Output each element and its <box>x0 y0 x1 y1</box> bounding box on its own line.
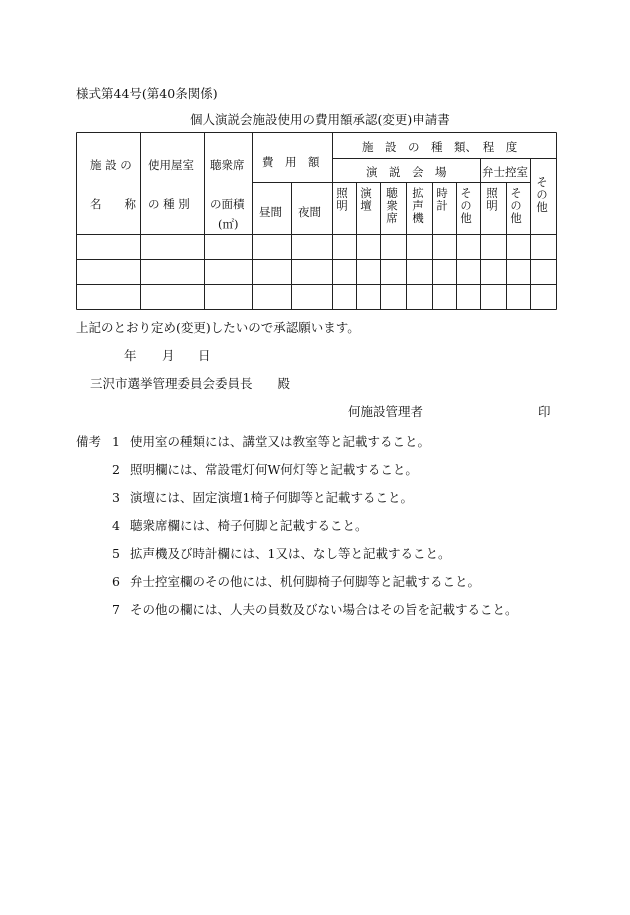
addressee: 三沢市選挙管理委員会委員長 殿 <box>90 376 291 391</box>
header-lawyer-lighting: 照明 <box>485 187 499 212</box>
note-text: その他の欄には、人夫の員数及びない場合はその旨を記載すること。 <box>130 602 518 617</box>
header-venue-loudspeaker: 拡声機 <box>411 187 425 225</box>
header-venue-other: その他 <box>459 187 473 225</box>
header-cost-night: 夜間 <box>298 205 321 219</box>
note-number: 1 <box>112 434 120 449</box>
note-number: 6 <box>112 574 120 589</box>
date-day: 日 <box>198 348 211 363</box>
note-item <box>112 516 368 534</box>
header-facility-name-line2: 名 称 <box>90 197 136 211</box>
note-text: 弁士控室欄のその他には、机何脚椅子何脚等と記載すること。 <box>130 574 481 589</box>
declaration-text: 上記のとおり定め(変更)したいので承認願います。 <box>76 320 360 335</box>
note-number: 4 <box>112 518 120 533</box>
note-item <box>112 600 518 618</box>
header-venue-podium: 演壇 <box>359 187 373 212</box>
header-seat-area-unit: (㎡) <box>218 217 239 231</box>
date-year: 年 <box>124 348 137 363</box>
header-other-main: その他 <box>535 176 549 214</box>
header-seat-area-line2: の面積 <box>210 197 245 211</box>
header-lawyer-room: 弁士控室 <box>482 165 528 179</box>
note-text: 聴衆席欄には、椅子何脚と記載すること。 <box>130 518 368 533</box>
date-month: 月 <box>162 348 175 363</box>
note-number: 2 <box>112 462 120 477</box>
note-number: 7 <box>112 602 120 617</box>
header-room-type-line1: 使用屋室 <box>148 158 194 172</box>
form-number: 様式第44号(第40条関係) <box>76 86 218 101</box>
note-item <box>112 488 413 506</box>
header-lawyer-other: その他 <box>509 187 523 225</box>
header-venue-seats: 聴衆席 <box>385 187 399 225</box>
note-text: 拡声機及び時計欄には、1又は、なし等と記載すること。 <box>130 546 451 561</box>
note-item <box>112 572 480 590</box>
header-cost: 費 用 額 <box>262 155 320 169</box>
header-seat-area-line1: 聴衆席 <box>210 158 245 172</box>
seal-mark: 印 <box>538 404 551 419</box>
header-type-degree: 施 設 の 種 類、 程 度 <box>362 140 518 154</box>
note-text: 照明欄には、常設電灯何W何灯等と記載すること。 <box>130 462 418 477</box>
header-facility-name-line1: 施 設 の <box>90 158 132 172</box>
note-item <box>112 460 418 478</box>
note-item <box>112 544 450 562</box>
note-number: 3 <box>112 490 120 505</box>
header-cost-day: 昼間 <box>259 205 282 219</box>
note-text: 使用室の種類には、講堂又は教室等と記載すること。 <box>130 434 431 449</box>
header-room-type-line2: の 種 別 <box>148 197 190 211</box>
header-venue-lighting: 照明 <box>335 187 349 212</box>
header-venue-clock: 時計 <box>435 187 449 212</box>
note-number: 5 <box>112 546 120 561</box>
note-item <box>112 432 430 450</box>
note-text: 演壇には、固定演壇1椅子何脚等と記載すること。 <box>130 490 413 505</box>
notes-label: 備考 <box>76 434 102 449</box>
document-title: 個人演説会施設使用の費用額承認(変更)申請書 <box>190 112 450 127</box>
header-venue: 演 説 会 場 <box>366 165 447 179</box>
applicant-name: 何施設管理者 <box>348 404 424 419</box>
